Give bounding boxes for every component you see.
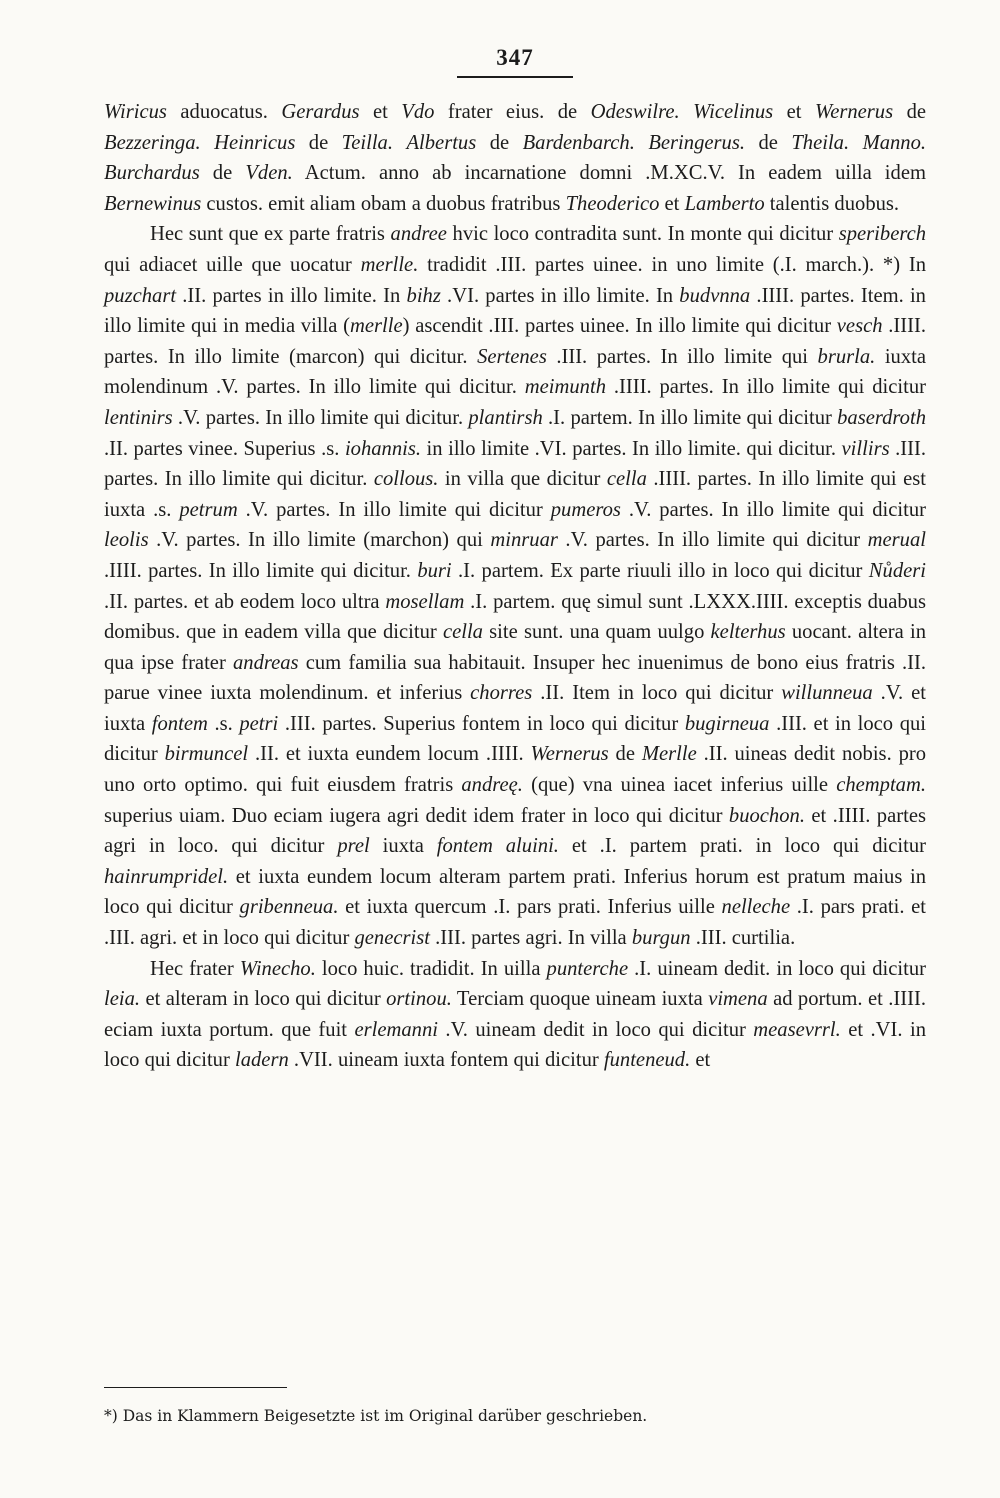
text-run: .I. uineam dedit. in loco qui dicitur — [628, 957, 927, 980]
text-run — [635, 132, 648, 154]
italic-name: prel — [337, 835, 370, 858]
text-run: et — [773, 101, 815, 123]
italic-name: petrum — [179, 498, 238, 521]
text-run: .III. et in loco qui dicitur — [104, 712, 927, 766]
text-run — [680, 101, 693, 123]
text-run: .III. partes agri. In villa — [429, 927, 632, 950]
italic-name: andreę. — [461, 774, 523, 797]
italic-name: Sertenes — [477, 345, 547, 368]
italic-name: Bezzeringa. — [104, 131, 201, 154]
italic-name: andreas — [232, 651, 299, 674]
text-run: .V. partes. In illo limite qui dicitur — [620, 498, 926, 521]
text-run: Terciam quoque uineam iuxta — [451, 988, 709, 1011]
italic-name: andree — [390, 223, 447, 246]
italic-name: baserdroth — [837, 406, 926, 429]
text-run: .III. partes. Superius fontem in loco qui dicitur — [278, 712, 685, 735]
text-run: .I. pars prati. et .III. agri. et in loco qui dicitur — [104, 896, 926, 950]
text-run: et iuxta eundem locum alteram partem prati. Inferius horum est pratum maius in loco qui dicitur — [104, 865, 926, 919]
italic-name: buochon. — [728, 804, 805, 827]
text-run: cum familia sua habitauit. Insuper hec inuenimus de bono eius fratris .II. parue vinee iuxta molendinum. et inferius — [104, 651, 927, 705]
text-run: .V. et iuxta — [104, 682, 926, 735]
text-run: qui adiacet uille que uocatur — [104, 253, 361, 276]
italic-name: funteneud. — [603, 1049, 691, 1072]
text-run: et — [690, 1049, 711, 1072]
text-run: .II. et iuxta eundem locum .IIII. — [248, 743, 531, 766]
text-run: .III. partes. In illo limite qui dicitur. — [104, 437, 927, 491]
italic-name: Vdo — [401, 101, 435, 123]
italic-name: Heinricus — [214, 131, 296, 154]
italic-name: collous. — [373, 468, 439, 491]
text-run: in illo limite .VI. partes. In illo limite. qui dicitur. — [421, 437, 842, 460]
paragraph-3 — [104, 954, 926, 1076]
italic-name: budvnna — [679, 284, 751, 307]
text-run: .V. partes. In illo limite qui dicitur — [237, 498, 551, 521]
text-run — [201, 132, 214, 154]
text-run: de — [893, 101, 927, 123]
italic-name: bugirneua — [684, 712, 770, 735]
italic-name: iohannis. — [344, 437, 422, 460]
text-run: .s. — [207, 712, 240, 735]
text-run: .I. partem. Ex parte riuuli illo in loco qui dicitur — [451, 559, 869, 582]
text-run: loco huic. tradidit. In uilla — [315, 957, 547, 980]
italic-name: Merlle — [641, 743, 697, 766]
italic-name: Wernerus — [530, 743, 609, 766]
italic-name: kelterhus — [710, 621, 786, 644]
italic-name: measevrrl. — [753, 1018, 841, 1041]
italic-name: Wernerus — [814, 101, 894, 123]
text-run: .V. partes. In illo limite qui dicitur. — [172, 406, 469, 429]
italic-name: leia. — [104, 988, 141, 1011]
italic-name: chorres — [470, 682, 533, 705]
italic-name: nelleche — [721, 896, 791, 919]
text-run: hvic loco contradita sunt. In monte qui dicitur — [446, 223, 839, 246]
italic-name: merlle. — [360, 253, 419, 276]
text-run: de — [608, 743, 642, 766]
text-run: in villa que dicitur — [438, 468, 607, 491]
italic-name: mosellam — [385, 590, 465, 613]
text-run: .V. partes. In illo limite qui dicitur — [557, 529, 868, 552]
italic-name: brurla. — [817, 345, 876, 368]
text-run: .VI. partes in illo limite. In — [440, 284, 680, 307]
italic-name: leolis — [104, 529, 149, 552]
text-run: aduocatus. — [166, 101, 282, 123]
italic-name: vesch — [836, 315, 883, 338]
italic-name: Vden. — [245, 162, 293, 185]
italic-name: Manno. — [862, 131, 927, 154]
italic-name: Nůderi — [868, 559, 926, 582]
italic-name: fontem — [151, 712, 208, 735]
text-run: .V. partes. In illo limite (marchon) qui — [148, 529, 491, 552]
italic-name: Beringerus. — [648, 131, 745, 154]
text-run: site sunt. una quam uulgo — [482, 621, 711, 644]
text-run: et iuxta quercum .I. pars prati. Inferius uille — [338, 896, 722, 919]
text-run: iuxta — [369, 835, 437, 858]
page-number-rule — [457, 76, 573, 78]
body-text — [104, 97, 926, 1076]
text-run — [393, 132, 406, 154]
italic-name: villirs — [841, 437, 890, 460]
text-run: Hec frater — [150, 957, 240, 980]
italic-name: Theoderico — [565, 192, 660, 215]
text-run: et .I. partem prati. in loco qui dicitur — [558, 835, 926, 858]
italic-name: cella — [442, 621, 483, 644]
text-run — [849, 132, 862, 154]
italic-name: burgun — [631, 927, 691, 950]
text-run: .II. Item in loco qui dicitur — [532, 682, 782, 705]
text-run: et .IIII. partes agri in loco. qui dicitur — [104, 804, 926, 858]
text-run: Actum. anno ab incarnatione domni .M.XC.V. In eadem uilla idem — [292, 162, 926, 185]
italic-name: cella — [606, 468, 647, 491]
italic-name: merlle — [350, 315, 403, 338]
text-run: et — [659, 192, 685, 215]
paragraph-2 — [104, 219, 926, 953]
text-run: de — [295, 131, 342, 154]
italic-name: Bardenbarch. — [522, 131, 635, 154]
italic-name: birmuncel — [164, 743, 249, 766]
italic-name: minruar — [490, 529, 558, 552]
italic-name: ladern — [234, 1049, 289, 1072]
italic-name: speriberch — [838, 223, 927, 246]
italic-name: pumeros — [550, 498, 621, 521]
text-run: .VII. uineam iuxta fontem qui dicitur — [288, 1049, 604, 1072]
text-run: .IIII. partes. Item. in illo limite qui in media villa ( — [104, 284, 926, 338]
text-run: .III. curtilia. — [690, 927, 796, 950]
text-run: .II. partes in illo limite. In — [176, 284, 407, 307]
italic-name: vimena — [708, 988, 768, 1011]
italic-name: Bernewinus — [104, 192, 202, 215]
text-run: superius uiam. Duo eciam iugera agri dedit idem frater in loco qui dicitur — [104, 804, 729, 827]
paragraph-1 — [104, 97, 926, 219]
text-run: uocant. altera in qua ipse frater — [104, 621, 926, 674]
text-run: et .VI. in loco qui dicitur — [104, 1018, 926, 1072]
text-run: ad portum. et .IIII. eciam iuxta portum. que fuit — [104, 988, 926, 1041]
text-run: .II. partes vinee. Superius .s. — [104, 437, 345, 460]
text-run: de — [199, 162, 246, 185]
italic-name: Gerardus — [281, 101, 360, 123]
italic-name: Teilla. — [341, 131, 393, 154]
italic-name: Odeswilre. — [590, 101, 680, 123]
italic-name: plantirsh — [468, 406, 543, 429]
italic-name: fontem aluini. — [436, 835, 559, 858]
italic-name: genecrist — [354, 927, 430, 950]
text-run: tradidit .III. partes uinee. in uno limite (.I. march.). *) In — [418, 253, 926, 276]
text-run: talentis duobus. — [764, 192, 900, 215]
text-run: .III. partes. In illo limite qui — [546, 345, 818, 368]
text-run: .II. partes. et ab eodem loco ultra — [104, 590, 386, 613]
text-run: et — [359, 101, 402, 123]
italic-name: petri — [239, 712, 279, 735]
text-run: (que) vna uinea iacet inferius uille — [522, 774, 837, 797]
text-run: et alteram in loco qui dicitur — [140, 988, 387, 1011]
italic-name: Albertus — [406, 131, 477, 154]
italic-name: Burchardus — [104, 162, 200, 185]
text-run: iuxta molendinum .V. partes. In illo limite qui dicitur. — [104, 345, 926, 399]
italic-name: gribenneua. — [239, 896, 339, 919]
italic-name: meimunth — [524, 376, 606, 399]
text-run: ) ascendit .III. partes uinee. In illo limite qui dicitur — [402, 315, 837, 338]
italic-name: lentinirs — [104, 406, 173, 429]
italic-name: buri — [417, 559, 452, 582]
italic-name: chemptam. — [836, 774, 926, 797]
italic-name: Lamberto — [684, 192, 765, 215]
text-run: de — [745, 131, 792, 154]
italic-name: Wiricus — [104, 101, 167, 123]
italic-name: punterche — [546, 957, 629, 980]
italic-name: merual — [867, 529, 926, 552]
text-run: de — [476, 131, 523, 154]
italic-name: Theila. — [791, 131, 850, 154]
italic-name: bihz — [406, 284, 441, 307]
text-run: .V. uineam dedit in loco qui dicitur — [437, 1018, 754, 1041]
text-run: .IIII. partes. In illo limite qui dicitur. — [104, 559, 418, 582]
footnote-rule — [104, 1387, 287, 1388]
text-run: .IIII. partes. In illo limite (marcon) qui dicitur. — [104, 315, 926, 368]
text-run: .IIII. partes. In illo limite qui est iuxta .s. — [104, 468, 926, 521]
italic-name: puzchart — [104, 284, 177, 307]
text-run: .IIII. partes. In illo limite qui dicitur — [606, 376, 926, 399]
document-page — [104, 40, 926, 1076]
text-run: frater eius. de — [434, 101, 591, 123]
text-run: .I. partem. In illo limite qui dicitur — [542, 406, 838, 429]
text-run: .I. partem. quę simul sunt .LXXX.IIII. exceptis duabus domibus. que in eadem villa que dicitur — [104, 590, 926, 644]
italic-name: Wicelinus — [693, 101, 774, 123]
text-run: custos. emit aliam obam a duobus fratribus — [201, 192, 566, 215]
text-run: Hec sunt que ex parte fratris — [150, 223, 391, 246]
italic-name: ortinou. — [386, 988, 452, 1011]
footnote: *) Das in Klammern Beigesetzte ist im Original darüber geschrieben. — [104, 1407, 648, 1425]
italic-name: erlemanni — [354, 1018, 438, 1041]
page-number: 347 — [496, 45, 534, 70]
italic-name: Winecho. — [239, 957, 316, 980]
italic-name: willunneua — [781, 682, 873, 705]
italic-name: hainrumpridel. — [104, 865, 229, 888]
text-run: .II. uineas dedit nobis. pro uno orto optimo. qui fuit eiusdem fratris — [104, 743, 927, 797]
